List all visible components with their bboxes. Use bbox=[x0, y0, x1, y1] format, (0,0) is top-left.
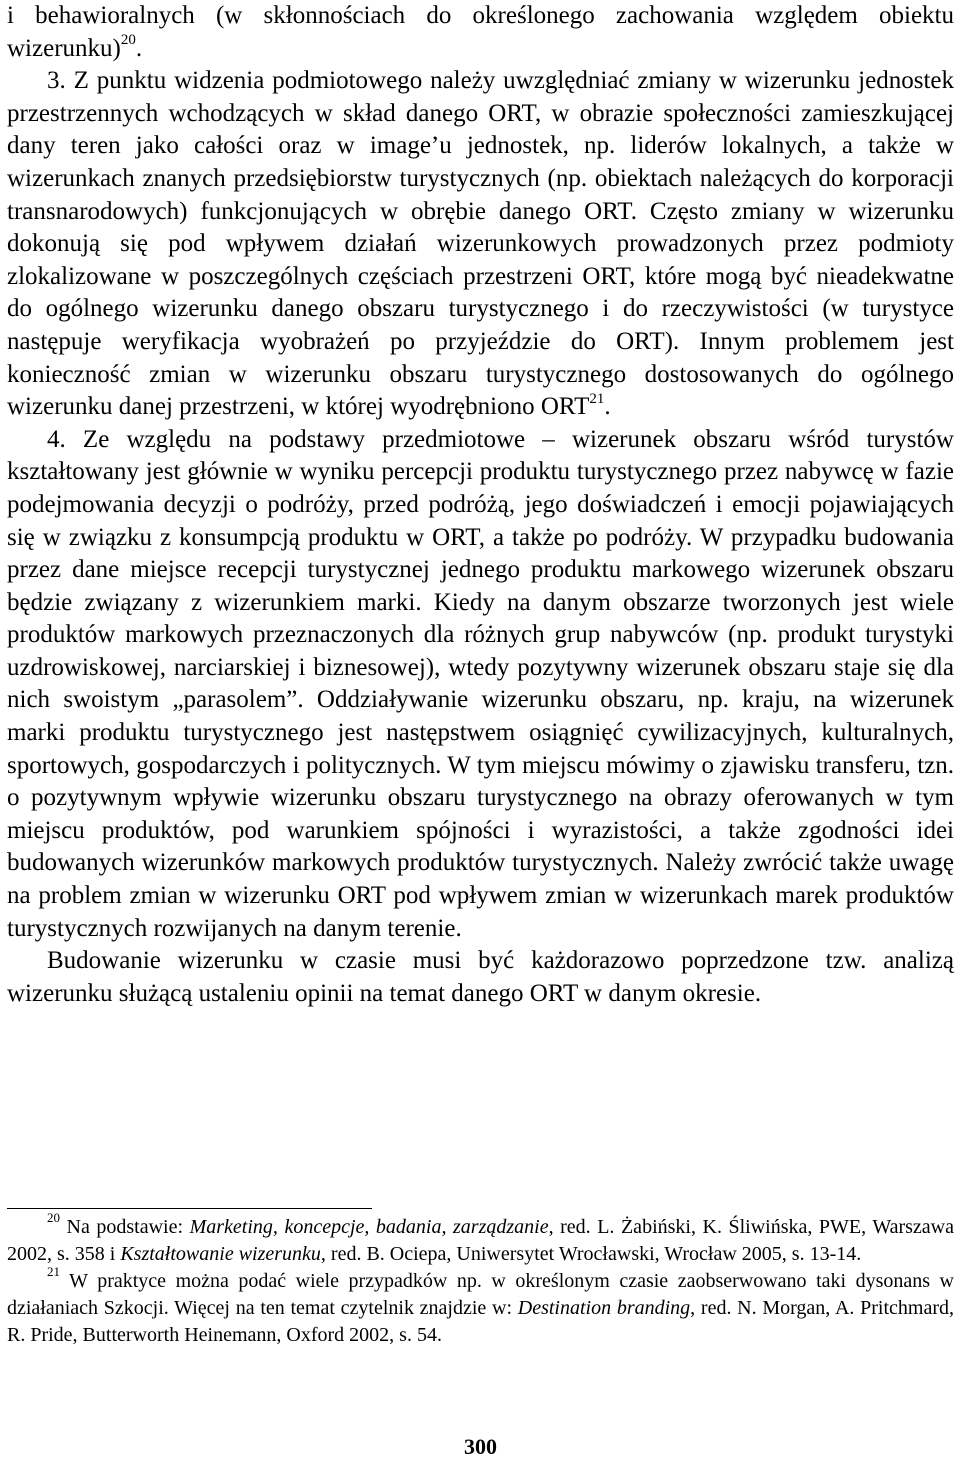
footnote-ref-21: 21 bbox=[589, 390, 605, 407]
footnotes bbox=[7, 1210, 954, 1349]
paragraph-text: 4. Ze względu na podstawy przedmiotowe – wizerunek obszaru wśród turystów kształtowany jest głównie w wyniku percepcji produktu turystycznego przez nabywcę w fazie podejmowania decyzji o podróży, przed podróżą, jego doświadczeń i emocji pojawiających się w związku z konsumpcją produktu w ORT, a także po podróży. W przypadku budowania przez dane miejsce recepcji turystycznej jednego produktu markowego wizerunek obszaru będzie związany z wizerunkiem marki. Kiedy na danym obszarze tworzonych jest wiele produktów markowych przeznaczonych dla różnych grup nabywców (np. produkt turystyki uzdrowiskowej, narciarskiej i biznesowej), wtedy pozytywny wizerunek obszaru staje się dla nich swoistym „parasolem”. Oddziaływanie wizerunku obszaru, np. kraju, na wizerunek marki produktu turystycznego jest następstwem osiągnięć cywilizacyjnych, kulturalnych, sportowych, gospodarczych i politycznych. W tym miejscu mówimy o zjawisku transferu, tzn. o pozytywnym wpływie wizerunku obszaru turystycznego na obrazy oferowanych w tym miejscu produktów, pod warunkiem spójności i wyrazistości, a także zgodności idei budowanych wizerunków markowych produktów turystycznych. Należy zwrócić także uwagę na problem zmian w wizerunku ORT pod wpływem zmian w wizerunkach marek produktów turystycznych rozwijanych na danym terenie. bbox=[7, 425, 954, 942]
paragraph-text: i behawioralnych (w skłonnościach do określonego zachowania względem obiektu wizerunku) bbox=[7, 2, 954, 62]
footnote-21: $^{21}$ W praktyce można podać wiele przypadków np. w określonym czasie zaobserwowano taki dysonans w działaniach Szkocji. Więcej na ten temat czytelnik znajdzie w: Destination branding, red. N. Morgan, A. Pritchmard, R. Pride, Butterworth Heinemann, Oxford 2002, s. 54. bbox=[7, 1264, 954, 1346]
paragraph-conclusion bbox=[7, 945, 954, 1010]
document-page bbox=[7, 0, 954, 1465]
footnote-20: $^{20}$ Na podstawie: Marketing, koncepcje, badania, zarządzanie, red. L. Żabiński, K. Śliwińska, PWE, Warszawa 2002, s. 358 i Kształtowanie wizerunku, red. B. Ociepa, Uniwersytet Wrocławski, Wrocław 2005, s. 13-14. bbox=[7, 1210, 954, 1265]
footnote-ref-20: 20 bbox=[120, 32, 136, 49]
footnote-number: 21 bbox=[47, 1264, 60, 1280]
footnote-number: 20 bbox=[47, 1210, 60, 1226]
page-number: 300 bbox=[464, 1434, 497, 1459]
cited-title: Kształtowanie wizerunku bbox=[120, 1243, 321, 1265]
paragraph-point-3: 3. Z punktu widzenia podmiotowego należy uwzględniać zmiany w wizerunku jednostek przestrzennych wchodzących w skład danego ORT, w obrazie społeczności zamieszkującej dany teren jako całości oraz w image’u jednostek, np. liderów lokalnych, a także w wizerunkach znanych przedsiębiorstw turystycznych (np. obiektach należących do korporacji transnarodowych) funkcjonujących w obrębie danego ORT. Często zmiany w wizerunku dokonują się pod wpływem działań wizerunkowych prowadzonych przez podmioty zlokalizowane w poszczególnych częściach przestrzeni ORT, które mogą być nieadekwatne do ogólnego wizerunku danego obszaru turystycznego i do rzeczywistości (w turystyce następuje weryfikacja wyobrażeń po przyjeździe do ORT). Innym problemem jest konieczność zmian w wizerunku obszaru turystycznego dostosowanych do ogólnego wizerunku danej przestrzeni, w której wyodrębniono ORT$^{21}$. bbox=[7, 67, 954, 421]
cited-title: Destination branding bbox=[517, 1297, 691, 1319]
paragraph-text: Budowanie wizerunku w czasie musi być każdorazowo poprzedzone tzw. analizą wizerunku służącą ustaleniu opinii na temat danego ORT w danym okresie. bbox=[7, 947, 954, 1007]
paragraph-continuation: i behawioralnych (w skłonnościach do określonego zachowania względem obiektu wizerunku)$^{20}$. bbox=[7, 2, 954, 62]
main-text bbox=[7, 0, 954, 1010]
paragraph-point-4 bbox=[7, 424, 954, 946]
cited-title: Marketing, koncepcje, badania, zarządzanie bbox=[189, 1216, 549, 1238]
paragraph-text: 3. Z punktu widzenia podmiotowego należy uwzględniać zmiany w wizerunku jednostek przestrzennych wchodzących w skład danego ORT, w obrazie społeczności zamieszkującej dany teren jako całości oraz w image’u jednostek, np. liderów lokalnych, a także w wizerunkach znanych przedsiębiorstw turystycznych (np. obiektach należących do korporacji transnarodowych) funkcjonujących w obrębie danego ORT. Często zmiany w wizerunku dokonują się pod wpływem działań wizerunkowych prowadzonych przez podmioty zlokalizowane w poszczególnych częściach przestrzeni ORT, które mogą być nieadekwatne do ogólnego wizerunku danego obszaru turystycznego i do rzeczywistości (w turystyce następuje weryfikacja wyobrażeń po przyjeździe do ORT). Innym problemem jest konieczność zmian w wizerunku obszaru turystycznego dostosowanych do ogólnego wizerunku danej przestrzeni, w której wyodrębniono ORT bbox=[7, 67, 954, 421]
footnote-separator bbox=[7, 1208, 372, 1209]
